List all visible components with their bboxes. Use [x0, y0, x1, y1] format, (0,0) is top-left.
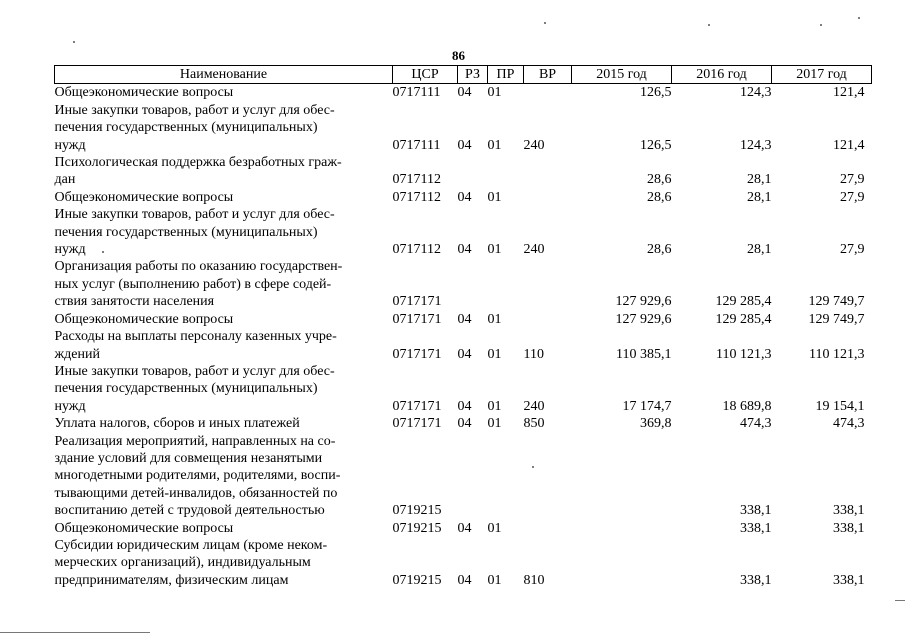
row-rz: 04 — [457, 242, 472, 258]
row-pr: 01 — [487, 311, 502, 327]
row-rz: 04 — [457, 346, 472, 362]
table-row — [55, 102, 872, 154]
row-pr: 01 — [487, 398, 502, 414]
row-value-2015: 126,5 — [640, 85, 672, 101]
row-value-2016: 18 689,8 — [722, 398, 772, 414]
scan-edge-line — [895, 600, 905, 601]
scan-edge-line — [0, 632, 150, 633]
row-value-2016: 129 285,4 — [715, 311, 772, 327]
table-row — [55, 311, 872, 328]
row-pr: 01 — [487, 242, 502, 258]
scan-dot — [532, 466, 534, 468]
row-vr — [524, 189, 572, 206]
row-value-2015 — [572, 520, 672, 537]
row-csr: 0717111 — [392, 85, 441, 101]
row-name: Иные закупки товаров, работ и услуг для обес- печения государственных (муниципальных) нужд — [54, 363, 335, 414]
row-name: Общеэкономические вопросы — [54, 311, 234, 327]
row-value-2017: 338,1 — [833, 503, 865, 519]
row-value-2016: 338,1 — [740, 503, 772, 519]
row-name: Расходы на выплаты персоналу казенных учре- ждений — [54, 329, 337, 362]
row-value-2016: 28,1 — [747, 242, 772, 258]
row-value-2015: 110 385,1 — [616, 346, 672, 362]
row-value-2017: 474,3 — [833, 416, 865, 432]
row-value-2017: 110 121,3 — [809, 346, 865, 362]
row-csr: 0717112 — [392, 242, 441, 258]
row-pr: 01 — [487, 520, 502, 536]
row-value-2016: 28,1 — [747, 189, 772, 205]
row-value-2016: 124,3 — [740, 85, 772, 101]
scan-dot — [820, 24, 822, 26]
scan-dot — [73, 41, 75, 43]
row-rz: 04 — [457, 572, 472, 588]
row-pr: 01 — [487, 346, 502, 362]
row-vr — [524, 311, 572, 328]
table-row — [55, 520, 872, 537]
row-value-2015: 126,5 — [640, 137, 672, 153]
row-pr — [488, 154, 524, 189]
table-header-row — [55, 66, 872, 84]
row-name: Общеэкономические вопросы — [54, 189, 234, 205]
row-value-2016: 110 121,3 — [716, 346, 772, 362]
row-csr: 0717171 — [392, 311, 442, 327]
table-row — [55, 154, 872, 189]
table-row — [55, 206, 872, 258]
row-csr: 0719215 — [392, 520, 442, 536]
row-csr: 0717112 — [392, 172, 441, 188]
row-value-2016: 129 285,4 — [715, 294, 772, 310]
row-value-2017: 338,1 — [833, 520, 865, 536]
column-header-2017: 2017 год — [772, 66, 872, 84]
row-csr: 0717171 — [392, 294, 442, 310]
row-value-2016: 338,1 — [740, 572, 772, 588]
scan-dot — [708, 24, 710, 26]
row-name: Иные закупки товаров, работ и услуг для обес- печения государственных (муниципальных) нужд — [54, 207, 335, 258]
table-row — [55, 189, 872, 206]
row-value-2017: 27,9 — [840, 172, 865, 188]
row-name: Общеэкономические вопросы — [54, 85, 234, 101]
page-number: 86 — [452, 48, 465, 63]
row-value-2015 — [572, 433, 672, 520]
row-rz: 04 — [457, 137, 472, 153]
row-csr: 0719215 — [392, 572, 442, 588]
row-value-2015 — [572, 537, 672, 589]
column-header-2015: 2015 год — [572, 66, 672, 84]
row-rz — [458, 433, 488, 520]
row-rz — [458, 258, 488, 310]
row-vr — [524, 433, 572, 520]
row-value-2015: 28,6 — [647, 242, 672, 258]
row-vr: 240 — [523, 398, 545, 414]
row-vr — [524, 154, 572, 189]
row-value-2017: 129 749,7 — [808, 294, 865, 310]
table-row — [55, 415, 872, 432]
row-csr: 0717171 — [392, 416, 442, 432]
row-value-2016: 474,3 — [740, 416, 772, 432]
column-header-rz: РЗ — [458, 66, 488, 84]
column-header-csr: ЦСР — [393, 66, 458, 84]
row-value-2016: 338,1 — [740, 520, 772, 536]
row-rz: 04 — [457, 85, 472, 101]
row-value-2017: 27,9 — [840, 189, 865, 205]
row-name: Реализация мероприятий, направленных на со- здание условий для совмещения незанятыми многодетными родителями, родителями, воспи- тывающими детей-инвалидов, обязанностей по воспитанию детей с трудовой деятельностью — [54, 433, 341, 519]
row-value-2017: 27,9 — [840, 242, 865, 258]
row-csr: 0717112 — [392, 189, 441, 205]
row-value-2015: 127 929,6 — [615, 294, 672, 310]
row-vr: 850 — [523, 416, 545, 432]
row-value-2017: 338,1 — [833, 572, 865, 588]
row-vr: 810 — [523, 572, 545, 588]
row-name: Субсидии юридическим лицам (кроме неком- мерческих организаций), индивидуальным предпринимателям, физическим лицам — [54, 537, 328, 588]
row-pr — [488, 258, 524, 310]
row-value-2015: 127 929,6 — [615, 311, 672, 327]
row-rz: 04 — [457, 416, 472, 432]
row-csr: 0717171 — [392, 346, 442, 362]
row-value-2017: 19 154,1 — [815, 398, 865, 414]
column-header-pr: ПР — [488, 66, 524, 84]
row-value-2017: 129 749,7 — [808, 311, 865, 327]
row-rz: 04 — [457, 398, 472, 414]
row-rz: 04 — [457, 311, 472, 327]
row-value-2016: 124,3 — [740, 137, 772, 153]
row-value-2015: 369,8 — [640, 416, 672, 432]
row-rz: 04 — [457, 189, 472, 205]
column-header-vr: ВР — [524, 66, 572, 84]
scan-dot — [102, 251, 104, 253]
row-pr — [488, 433, 524, 520]
scan-dot — [858, 17, 860, 19]
row-value-2017: 121,4 — [833, 85, 865, 101]
row-name: Иные закупки товаров, работ и услуг для обес- печения государственных (муниципальных) нужд — [54, 102, 335, 153]
row-name: Общеэкономические вопросы — [54, 520, 234, 536]
row-csr: 0719215 — [392, 503, 442, 519]
row-name: Уплата налогов, сборов и иных платежей — [54, 416, 300, 432]
row-rz — [458, 154, 488, 189]
row-vr — [524, 258, 572, 310]
row-pr: 01 — [487, 137, 502, 153]
column-header-name: Наименование — [55, 66, 393, 84]
row-value-2015: 28,6 — [647, 189, 672, 205]
row-csr: 0717171 — [392, 398, 442, 414]
row-rz: 04 — [457, 520, 472, 536]
row-value-2017: 121,4 — [833, 137, 865, 153]
row-pr: 01 — [487, 85, 502, 101]
row-vr: 240 — [523, 242, 545, 258]
table-row — [55, 363, 872, 415]
row-vr: 240 — [523, 137, 545, 153]
row-value-2016: 28,1 — [747, 172, 772, 188]
column-header-2016: 2016 год — [672, 66, 772, 84]
row-name: Психологическая поддержка безработных граж- дан — [54, 155, 342, 188]
row-pr: 01 — [487, 572, 502, 588]
row-pr: 01 — [487, 416, 502, 432]
table-row — [55, 258, 872, 310]
row-name: Организация работы по оказанию государствен- ных услуг (выполнению работ) в сфере содей- ствия занятости населения — [54, 259, 343, 310]
row-pr: 01 — [487, 189, 502, 205]
row-value-2015: 28,6 — [647, 172, 672, 188]
scan-dot — [544, 22, 546, 24]
budget-table — [54, 65, 872, 589]
table-row — [55, 84, 872, 102]
row-vr — [524, 520, 572, 537]
table-row — [55, 328, 872, 363]
table-row — [55, 537, 872, 589]
table-row — [55, 433, 872, 520]
row-value-2015: 17 174,7 — [622, 398, 672, 414]
row-vr: 110 — [523, 346, 544, 362]
row-csr: 0717111 — [392, 137, 441, 153]
row-vr — [524, 84, 572, 102]
